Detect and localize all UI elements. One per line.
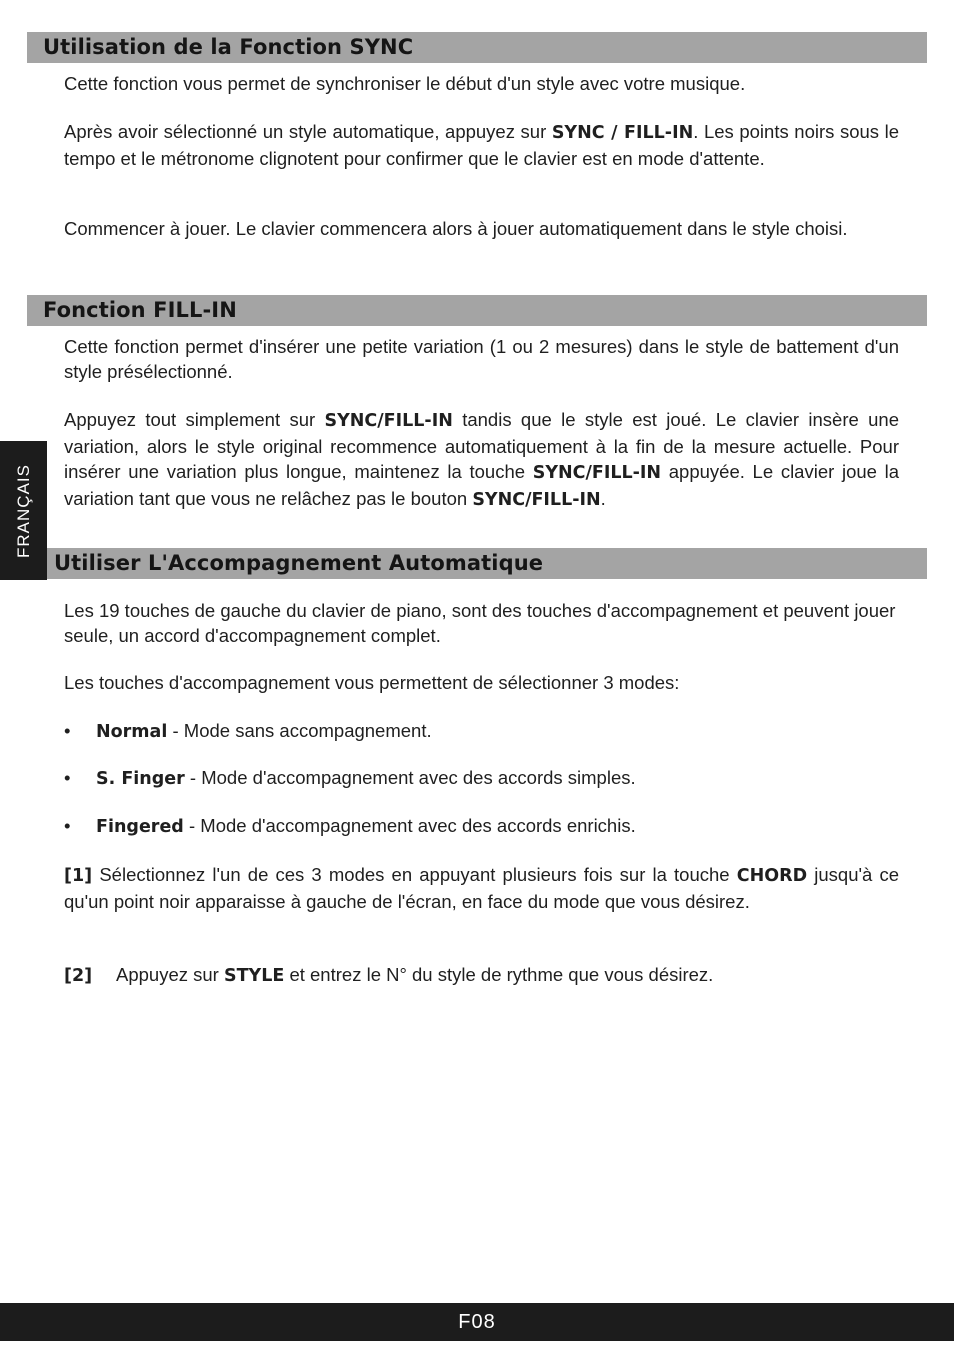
paragraph: Cette fonction permet d'insérer une petite variation (1 ou 2 mesures) dans le style de battement d'un style présélectionné.: [64, 336, 899, 382]
section-header-accompaniment: [47, 548, 927, 579]
step-number: [2]: [64, 966, 93, 986]
bold-keyword: SYNC/FILL-IN: [324, 411, 453, 431]
paragraph: Cette fonction vous permet de synchroniser le début d'un style avec votre musique.: [64, 73, 746, 94]
step-paragraph: [2] Appuyez sur STYLE et entrez le N° du style de rythme que vous désirez.: [64, 962, 899, 989]
section-title: Fonction FILL-IN: [43, 298, 237, 322]
section-title: Utiliser L'Accompagnement Automatique: [54, 551, 544, 575]
paragraph: Commencer à jouer. Le clavier commencera alors à jouer automatiquement dans le style choisi.: [64, 218, 848, 239]
language-side-tab: [0, 441, 47, 580]
list-item: • Normal - Mode sans accompagnement.: [64, 720, 432, 742]
bold-keyword: CHORD: [736, 866, 808, 886]
bold-keyword: SYNC/FILL-IN: [532, 463, 662, 483]
page-footer: [0, 1303, 954, 1341]
section-header-sync: [27, 32, 927, 63]
section-title: Utilisation de la Fonction SYNC: [43, 35, 414, 59]
paragraph: Les touches d'accompagnement vous permettent de sélectionner 3 modes:: [64, 672, 680, 693]
list-item: • S. Finger - Mode d'accompagnement avec des accords simples.: [64, 767, 636, 789]
language-label: FRANÇAIS: [13, 463, 33, 558]
step-number: [1]: [64, 866, 93, 886]
paragraph: Après avoir sélectionné un style automatique, appuyez sur SYNC / FILL-IN. Les points noirs sous le tempo et le métronome clignotent pour confirmer que le clavier est en mode d'attente.: [64, 121, 900, 169]
bold-keyword: SYNC/FILL-IN: [472, 490, 601, 510]
bold-keyword: STYLE: [223, 966, 285, 986]
section-header-fill-in: [27, 295, 927, 326]
paragraph: Appuyez tout simplement sur SYNC/FILL-IN tandis que le style est joué. Le clavier insère une variation, alors le style original recommence automatiquement à la fin de la mesure actuelle. Pour insérer une variation plus longue, maintenez la touche SYNC/FILL-IN appuyée. Le clavier joue la variation tant que vous ne relâchez pas le bouton SYNC/FILL-IN.: [64, 409, 900, 510]
paragraph: Les 19 touches de gauche du clavier de piano, sont des touches d'accompagnement et peuvent jouer seule, un accord d'accompagnement complet.: [64, 600, 896, 646]
bold-keyword: SYNC / FILL-IN: [551, 123, 694, 143]
page-number: F08: [458, 1311, 496, 1333]
step-paragraph: [1] Sélectionnez l'un de ces 3 modes en appuyant plusieurs fois sur la touche CHORD jusqu'à ce qu'un point noir apparaisse à gauche de l'écran, en face du mode que vous désirez.: [64, 864, 899, 912]
list-item: • Fingered - Mode d'accompagnement avec des accords enrichis.: [64, 815, 636, 837]
